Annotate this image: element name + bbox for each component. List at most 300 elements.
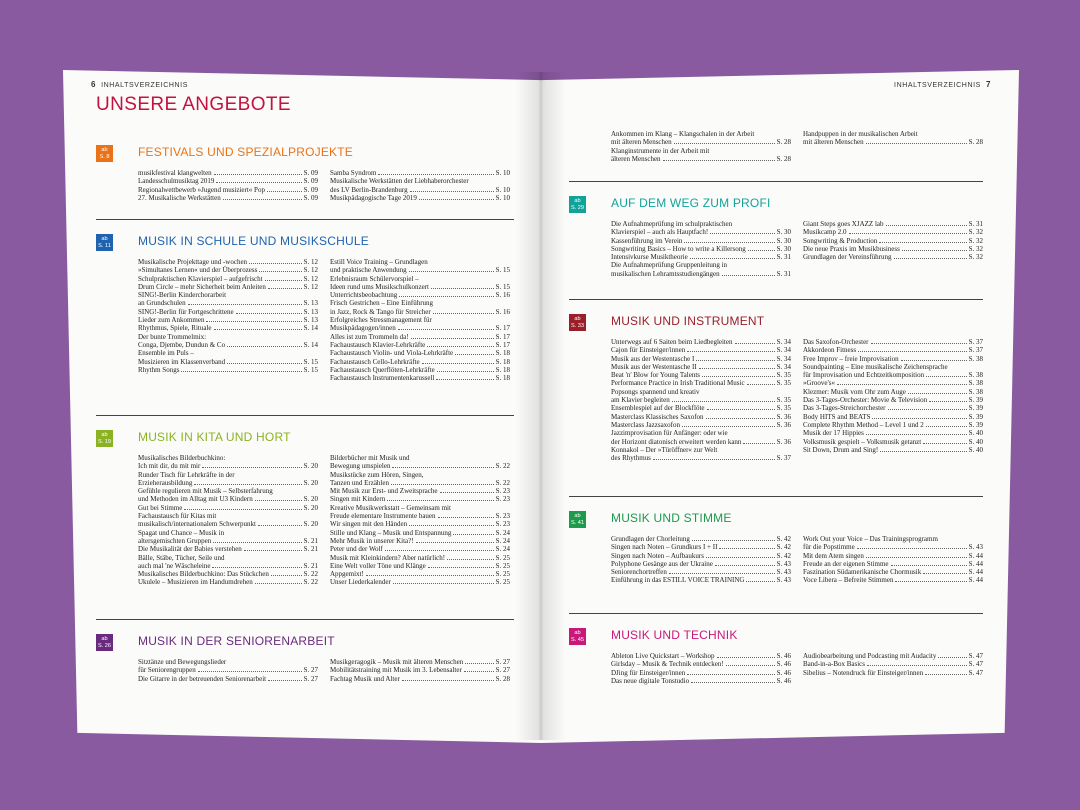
section-schule <box>96 234 510 383</box>
entry-page-ref: S. 39 <box>968 412 983 421</box>
toc-entry[interactable] <box>803 228 983 236</box>
toc-entry[interactable] <box>611 138 791 146</box>
toc-entry[interactable] <box>803 346 983 354</box>
entry-page-ref: S. 12 <box>303 258 318 266</box>
toc-entry[interactable] <box>611 130 791 138</box>
entry-page-ref: S. 39 <box>968 396 983 405</box>
toc-entry[interactable] <box>138 675 318 683</box>
toc-entry[interactable] <box>803 421 983 429</box>
toc-entry[interactable] <box>611 338 791 346</box>
toc-entry[interactable] <box>330 537 510 545</box>
toc-entry[interactable] <box>330 675 510 683</box>
toc-entry[interactable] <box>330 562 510 570</box>
toc-entry[interactable] <box>611 446 791 454</box>
toc-entry[interactable] <box>611 228 791 236</box>
dot-leader <box>378 174 493 175</box>
toc-entry[interactable] <box>138 177 318 185</box>
entry-page-ref: S. 31 <box>968 220 983 228</box>
dot-leader <box>416 542 494 543</box>
entry-title: Klavierspiel – auch als Hauptfach! <box>611 228 709 237</box>
toc-entry[interactable] <box>611 677 791 685</box>
entry-title: Konnakol – Der »Türöffner« zur Welt <box>611 445 718 454</box>
dot-leader <box>455 354 493 355</box>
dot-leader <box>265 280 302 281</box>
left-column <box>611 652 791 685</box>
toc-entry[interactable] <box>611 245 791 253</box>
toc-entry[interactable] <box>803 396 983 404</box>
badge-page: S. 41 <box>570 519 585 526</box>
toc-entry[interactable] <box>611 454 791 462</box>
toc-entry[interactable] <box>611 253 791 261</box>
entry-title: für Seniorengruppen <box>138 666 196 675</box>
entry-title: Ich mit dir, du mit mir <box>138 462 201 471</box>
toc-entry[interactable] <box>803 660 983 668</box>
dot-leader <box>258 525 302 526</box>
toc-entry[interactable] <box>611 346 791 354</box>
entry-title: Gefühle regulieren mit Musik – Selbsterfahrung <box>138 487 273 496</box>
toc-entry[interactable] <box>611 237 791 245</box>
toc-entry[interactable] <box>330 529 510 537</box>
toc-entry[interactable] <box>611 355 791 363</box>
section-title[interactable]: FESTIVALS UND SPEZIALPROJEKTE <box>138 145 353 159</box>
toc-entry[interactable] <box>611 669 791 677</box>
badge-ab: ab <box>101 236 108 242</box>
entry-title: Ensemble im Puls – <box>138 349 194 358</box>
toc-entry[interactable] <box>330 545 510 553</box>
entry-title: Intensivkurse Musiktheorie <box>611 253 688 262</box>
dot-leader <box>888 409 967 410</box>
toc-entry[interactable] <box>803 552 983 560</box>
dot-leader <box>748 250 775 251</box>
toc-entry[interactable] <box>138 658 318 666</box>
dot-leader <box>366 575 494 576</box>
entry-title: Mobilitätstraining mit Musik im 3. Lebensalter <box>330 666 462 675</box>
toc-entry[interactable] <box>138 504 318 512</box>
toc-entry[interactable] <box>611 388 791 396</box>
toc-entry[interactable] <box>803 446 983 454</box>
entry-page-ref: S. 28 <box>776 138 791 147</box>
entry-title: Drum Circle – mehr Sicherheit beim Anleiten <box>138 282 266 291</box>
toc-entry[interactable] <box>803 535 983 543</box>
toc-entry[interactable] <box>803 237 983 245</box>
toc-entry[interactable] <box>138 266 318 274</box>
entry-page-ref: S. 44 <box>968 551 983 560</box>
toc-entry[interactable] <box>611 363 791 371</box>
entry-title: älteren Menschen <box>611 154 661 163</box>
toc-entry[interactable] <box>611 270 791 278</box>
section-header <box>569 314 959 338</box>
entry-title: Masterclass Klassisches Saxofon <box>611 412 704 421</box>
entry-title: altersgemischten Gruppen <box>138 536 212 545</box>
toc-entry[interactable] <box>611 413 791 421</box>
page-badge[interactable] <box>96 430 113 447</box>
entry-page-ref: S. 40 <box>968 429 983 438</box>
toc-entry[interactable] <box>138 283 318 291</box>
toc-entry[interactable] <box>138 333 318 341</box>
dot-leader <box>687 351 774 352</box>
toc-entry[interactable] <box>803 379 983 387</box>
toc-entry[interactable] <box>138 316 318 324</box>
entry-title: Der bunte Trommelmix: <box>138 332 207 341</box>
toc-entry[interactable] <box>330 275 510 283</box>
entry-page-ref: S. 22 <box>495 478 510 487</box>
entry-title: Musikalisches Bilderbuchkino: <box>138 454 226 462</box>
toc-entry[interactable] <box>330 578 510 586</box>
toc-entry[interactable] <box>330 258 510 266</box>
entry-page-ref: S. 22 <box>303 570 318 579</box>
badge-page: S. 29 <box>570 204 585 211</box>
section-title[interactable]: MUSIK IN KITA UND HORT <box>138 430 291 444</box>
dot-leader <box>244 550 302 551</box>
dot-leader <box>879 242 966 243</box>
toc-entry[interactable] <box>138 578 318 586</box>
badge-ab: ab <box>574 630 581 636</box>
dot-leader <box>902 250 967 251</box>
toc-entry[interactable] <box>330 666 510 674</box>
section-title[interactable]: MUSIK UND STIMME <box>611 511 732 525</box>
entry-title: Klezmer: Musik vom Ohr zum Auge <box>803 387 906 396</box>
dot-leader <box>867 665 967 666</box>
section-divider <box>569 613 983 614</box>
toc-entry[interactable] <box>611 560 791 568</box>
left-column <box>138 169 318 202</box>
toc-entry[interactable] <box>803 669 983 677</box>
entry-page-ref: S. 46 <box>776 652 791 660</box>
toc-entry[interactable] <box>611 421 791 429</box>
entry-page-ref: S. 32 <box>968 236 983 245</box>
entry-title: Schulpraktischen Klavierspiel – aufgefrischt <box>138 274 263 283</box>
entry-page-ref: S. 20 <box>303 462 318 471</box>
toc-entry[interactable] <box>330 570 510 578</box>
dot-leader <box>925 674 966 675</box>
section-divider <box>569 299 983 300</box>
toc-entry[interactable] <box>138 462 318 470</box>
toc-entry[interactable] <box>138 562 318 570</box>
toc-entry[interactable] <box>330 520 510 528</box>
toc-entry[interactable] <box>330 495 510 503</box>
entry-page-ref: S. 39 <box>968 404 983 413</box>
toc-entry[interactable] <box>611 535 791 543</box>
toc-entry[interactable] <box>330 194 510 202</box>
page-badge[interactable] <box>569 511 586 528</box>
toc-entry[interactable] <box>330 374 510 382</box>
toc-entry[interactable] <box>330 299 510 307</box>
dot-leader <box>411 338 494 339</box>
toc-entry[interactable] <box>330 349 510 357</box>
toc-entry[interactable] <box>138 349 318 357</box>
toc-entry[interactable] <box>803 404 983 412</box>
entry-title: an Grundschulen <box>138 299 186 308</box>
toc-entry[interactable] <box>611 404 791 412</box>
dot-leader <box>392 467 493 468</box>
entry-page-ref: S. 20 <box>303 478 318 487</box>
entry-page-ref: S. 28 <box>968 138 983 147</box>
dot-leader <box>866 557 967 558</box>
toc-entry[interactable] <box>611 568 791 576</box>
section-title[interactable]: MUSIK IN DER SENIORENARBEIT <box>138 634 335 648</box>
toc-entry[interactable] <box>138 324 318 332</box>
entry-page-ref: S. 25 <box>495 570 510 579</box>
toc-entry[interactable] <box>138 194 318 202</box>
section-divider <box>96 415 514 416</box>
toc-entry[interactable] <box>138 520 318 528</box>
dot-leader <box>465 663 493 664</box>
toc-entry[interactable] <box>611 543 791 551</box>
right-column <box>330 169 510 202</box>
toc-entry[interactable] <box>611 220 791 228</box>
toc-entry[interactable] <box>330 366 510 374</box>
dot-leader <box>866 143 967 144</box>
page-badge[interactable] <box>569 196 586 213</box>
toc-entry[interactable] <box>138 487 318 495</box>
toc-entry[interactable] <box>803 560 983 568</box>
dot-leader <box>202 467 301 468</box>
toc-entry[interactable] <box>330 316 510 324</box>
toc-entry[interactable] <box>330 454 510 462</box>
toc-entry[interactable] <box>138 529 318 537</box>
toc-entry[interactable] <box>138 358 318 366</box>
toc-entry[interactable] <box>330 471 510 479</box>
entry-page-ref: S. 30 <box>776 244 791 253</box>
toc-entry[interactable] <box>611 552 791 560</box>
dot-leader <box>719 548 774 549</box>
toc-entry[interactable] <box>138 366 318 374</box>
toc-entry[interactable] <box>138 479 318 487</box>
dot-leader <box>214 329 302 330</box>
entry-title: für die Popstimme <box>803 543 855 552</box>
toc-entry[interactable] <box>330 341 510 349</box>
section-title[interactable]: AUF DEM WEG ZUM PROFI <box>611 196 771 210</box>
badge-page: S. 19 <box>97 438 112 445</box>
page-badge[interactable] <box>96 634 113 651</box>
toc-entry[interactable] <box>330 291 510 299</box>
entry-page-ref: S. 42 <box>776 543 791 552</box>
entry-page-ref: S. 42 <box>776 535 791 543</box>
toc-entry[interactable] <box>138 169 318 177</box>
toc-entry[interactable] <box>803 138 983 146</box>
toc-entry[interactable] <box>330 504 510 512</box>
entry-page-ref: S. 18 <box>495 374 510 383</box>
toc-entry[interactable] <box>803 568 983 576</box>
toc-entry[interactable] <box>330 266 510 274</box>
toc-entry[interactable] <box>611 429 791 437</box>
entry-title: Rhythm Songs <box>138 365 180 374</box>
toc-entry[interactable] <box>611 371 791 379</box>
entry-page-ref: S. 36 <box>776 420 791 429</box>
toc-entry[interactable] <box>138 291 318 299</box>
entry-title: Musikalische Projekttage und -wochen <box>138 258 248 266</box>
entry-title: Masterclass Jazzsaxofon <box>611 420 681 429</box>
toc-entry[interactable] <box>803 388 983 396</box>
toc-entry[interactable] <box>138 299 318 307</box>
dot-leader <box>399 296 493 297</box>
toc-entry[interactable] <box>330 512 510 520</box>
toc-entry[interactable] <box>803 543 983 551</box>
toc-entry[interactable] <box>611 660 791 668</box>
entry-page-ref: S. 09 <box>303 185 318 194</box>
toc-entry[interactable] <box>611 396 791 404</box>
entry-title: Das Saxofon-Orchester <box>803 338 869 346</box>
badge-ab: ab <box>101 636 108 642</box>
entry-title: mit älteren Menschen <box>803 138 864 147</box>
entry-title: Runder Tisch für Lehrkräfte in der <box>138 470 235 479</box>
toc-entry[interactable] <box>138 666 318 674</box>
dot-leader <box>393 583 494 584</box>
toc-entry[interactable] <box>330 358 510 366</box>
entry-page-ref: S. 28 <box>776 154 791 163</box>
dot-leader <box>672 401 775 402</box>
toc-entry[interactable] <box>611 155 791 163</box>
toc-entry[interactable] <box>803 413 983 421</box>
toc-entry[interactable] <box>138 308 318 316</box>
entry-title: »Simultanes Lernen« und der Überprozess <box>138 266 258 275</box>
toc-entry[interactable] <box>138 554 318 562</box>
entry-title: SING!-Berlin Kinderchorarbeit <box>138 291 227 300</box>
section-header <box>96 634 486 658</box>
dot-leader <box>402 680 494 681</box>
entry-title: Mit Musik zur Erst- und Zweitsprache <box>330 487 438 496</box>
toc-entry[interactable] <box>138 471 318 479</box>
section-title[interactable]: MUSIK IN SCHULE UND MUSIKSCHULE <box>138 234 369 248</box>
dot-leader <box>706 557 775 558</box>
entry-page-ref: S. 27 <box>303 674 318 683</box>
toc-entry[interactable] <box>330 658 510 666</box>
dot-leader <box>858 351 967 352</box>
entry-title: Die Aufnahmeprüfung im schulpraktischen <box>611 220 733 228</box>
entry-page-ref: S. 44 <box>968 559 983 568</box>
section-senioren <box>96 634 510 683</box>
section-header <box>96 145 486 169</box>
entry-page-ref: S. 21 <box>303 561 318 570</box>
right-column <box>803 652 983 677</box>
toc-entry[interactable] <box>330 308 510 316</box>
entry-title: Freude an der eigenen Stimme <box>803 559 889 568</box>
toc-entry[interactable] <box>330 186 510 194</box>
page-badge[interactable] <box>569 314 586 331</box>
entry-title: Musikpädagogen/innen <box>330 324 396 333</box>
entry-title: Beat 'n' Blow for Young Talents <box>611 371 701 380</box>
toc-entry[interactable] <box>611 261 791 269</box>
page-badge[interactable] <box>569 628 586 645</box>
page-badge[interactable] <box>96 234 113 251</box>
entry-page-ref: S. 46 <box>776 676 791 685</box>
dot-leader <box>687 674 774 675</box>
entry-page-ref: S. 30 <box>776 236 791 245</box>
entry-title: Audiobearbeitung und Podcasting mit Audacity <box>803 652 937 660</box>
toc-entry[interactable] <box>330 487 510 495</box>
toc-entry[interactable] <box>611 438 791 446</box>
entry-title: Einführung in das ESTILL VOICE TRAINING <box>611 576 745 585</box>
toc-entry[interactable] <box>330 324 510 332</box>
dot-leader <box>746 581 774 582</box>
toc-entry[interactable] <box>803 371 983 379</box>
toc-entry[interactable] <box>803 652 983 660</box>
toc-entry[interactable] <box>803 429 983 437</box>
toc-entry[interactable] <box>803 245 983 253</box>
toc-entry[interactable] <box>138 186 318 194</box>
toc-entry[interactable] <box>803 130 983 138</box>
toc-entry[interactable] <box>803 576 983 584</box>
entry-title: Sibelius – Notendruck für Einsteiger/innen <box>803 668 924 677</box>
toc-entry[interactable] <box>611 379 791 387</box>
toc-entry[interactable] <box>138 258 318 266</box>
toc-entry[interactable] <box>330 169 510 177</box>
toc-entry[interactable] <box>803 253 983 261</box>
toc-entry[interactable] <box>330 283 510 291</box>
entry-title: Die Musikalität der Babies verstehen <box>138 545 242 554</box>
dot-leader <box>188 304 302 305</box>
toc-entry[interactable] <box>611 576 791 584</box>
entry-page-ref: S. 09 <box>303 169 318 177</box>
entry-page-ref: S. 44 <box>968 576 983 585</box>
entry-page-ref: S. 18 <box>495 365 510 374</box>
toc-entry[interactable] <box>138 512 318 520</box>
entry-page-ref: S. 32 <box>968 253 983 262</box>
dot-leader <box>908 393 967 394</box>
toc-entry[interactable] <box>138 537 318 545</box>
entry-page-ref: S. 17 <box>495 332 510 341</box>
entry-title: Unterrichtsbeobachtung <box>330 291 398 300</box>
toc-entry[interactable] <box>803 355 983 363</box>
dot-leader <box>387 500 493 501</box>
entry-page-ref: S. 24 <box>495 545 510 554</box>
toc-entry[interactable] <box>330 554 510 562</box>
entry-page-ref: S. 43 <box>968 543 983 552</box>
dot-leader <box>268 288 302 289</box>
entry-page-ref: S. 23 <box>495 495 510 504</box>
dot-leader <box>886 225 967 226</box>
dot-leader <box>437 371 494 372</box>
entry-title: Songwriting & Production <box>803 236 878 245</box>
toc-entry[interactable] <box>803 338 983 346</box>
toc-entry[interactable] <box>330 479 510 487</box>
toc-entry[interactable] <box>803 438 983 446</box>
toc-entry[interactable] <box>138 341 318 349</box>
entry-page-ref: S. 18 <box>495 357 510 366</box>
entry-title: Singen mit Kindern <box>330 495 386 504</box>
section-title[interactable]: MUSIK UND TECHNIK <box>611 628 738 642</box>
section-title[interactable]: MUSIK UND INSTRUMENT <box>611 314 765 328</box>
entry-page-ref: S. 14 <box>303 340 318 349</box>
toc-entry[interactable] <box>138 454 318 462</box>
toc-entry[interactable] <box>138 570 318 578</box>
badge-ab: ab <box>574 513 581 519</box>
toc-entry[interactable] <box>330 462 510 470</box>
section-technik <box>569 628 983 685</box>
toc-entry[interactable] <box>803 363 983 371</box>
entry-title: Faszination Südamerikanische Chormusik <box>803 568 922 577</box>
entry-page-ref: S. 46 <box>776 668 791 677</box>
page-badge[interactable] <box>96 145 113 162</box>
dot-leader <box>717 657 775 658</box>
entry-title: Erfolgreiches Stressmanagement für <box>330 316 432 325</box>
dot-leader <box>938 657 966 658</box>
toc-entry[interactable] <box>611 652 791 660</box>
toc-entry[interactable] <box>330 333 510 341</box>
toc-entry[interactable] <box>138 275 318 283</box>
toc-entry[interactable] <box>330 177 510 185</box>
toc-entry[interactable] <box>803 220 983 228</box>
dot-leader <box>726 665 775 666</box>
dot-leader <box>901 360 967 361</box>
toc-entry[interactable] <box>611 147 791 155</box>
entry-title: musikalisch/internationalem Schwerpunkt <box>138 520 257 529</box>
toc-entry[interactable] <box>138 495 318 503</box>
entry-title: Volksmusik gespielt – Volksmusik getanzt <box>803 437 922 446</box>
section-profi <box>569 196 983 278</box>
toc-entry[interactable] <box>138 545 318 553</box>
entry-title: Musikcamp 2.0 <box>803 228 847 237</box>
